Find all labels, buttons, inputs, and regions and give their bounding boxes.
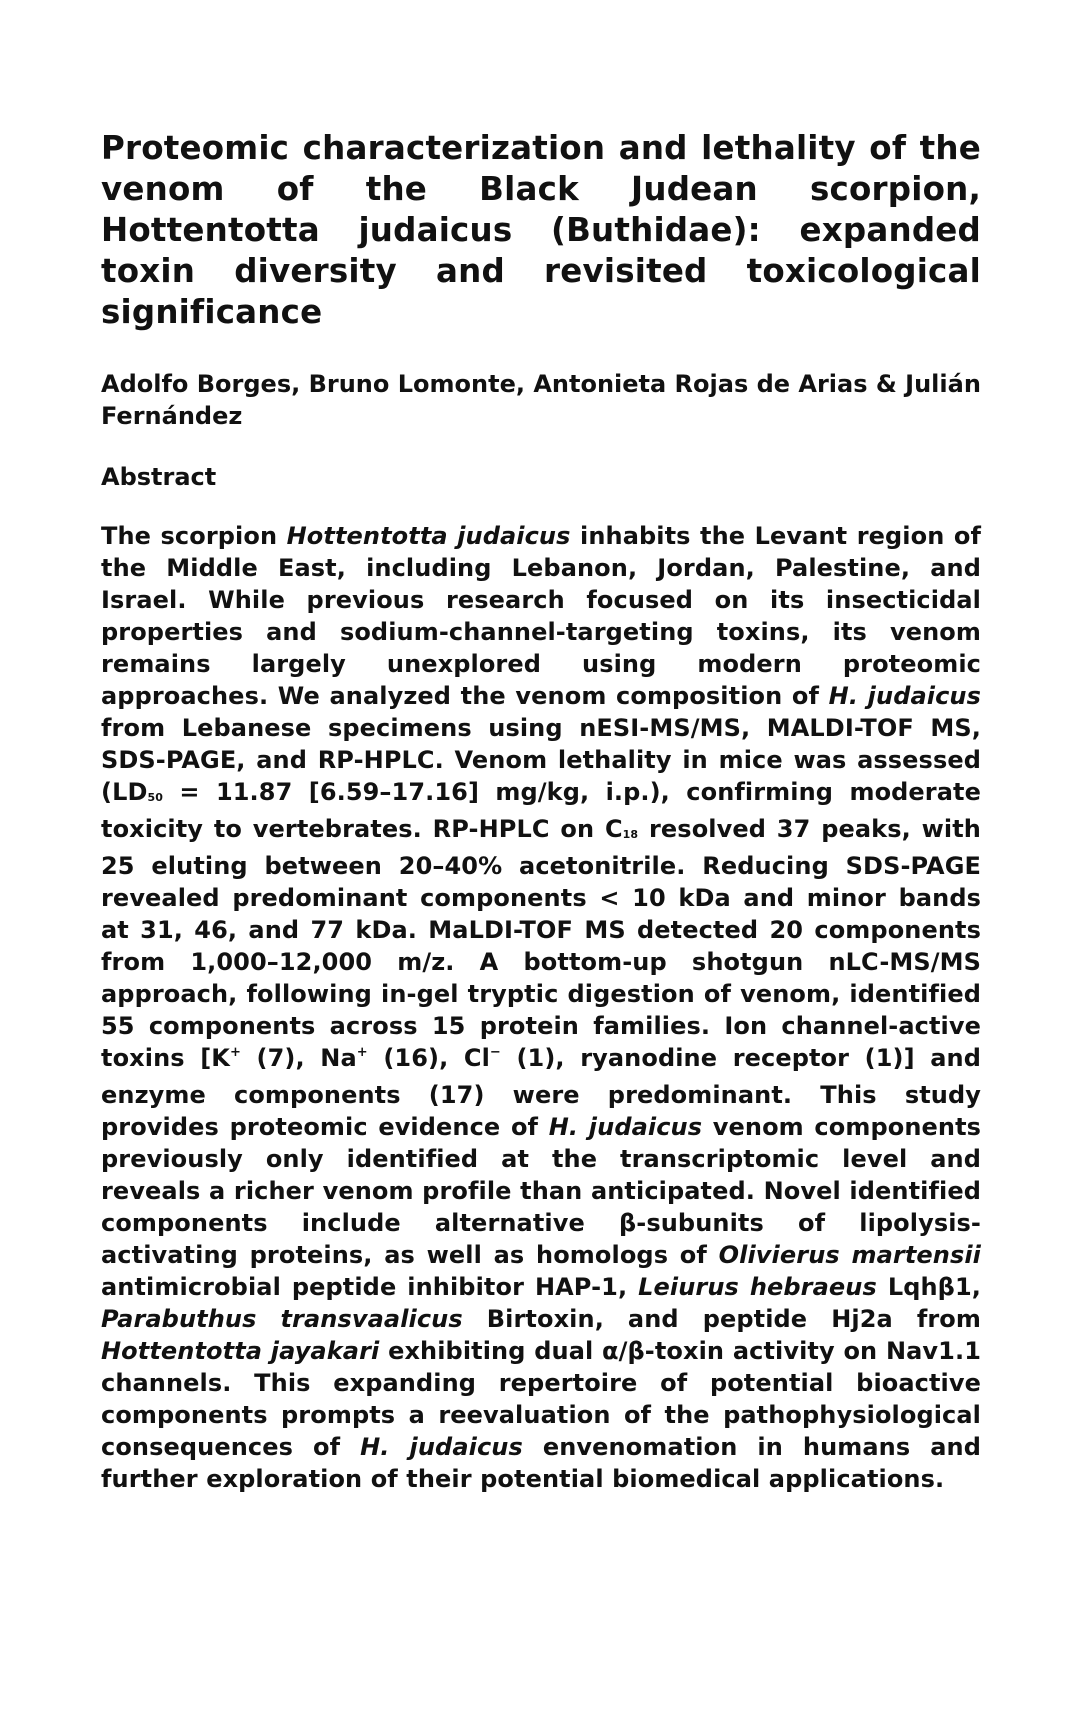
species-name: H. judaicus (548, 1113, 703, 1141)
abstract-text: antimicrobial peptide inhibitor HAP-1, (101, 1273, 639, 1301)
paper-page (101, 128, 981, 1495)
abstract-body (101, 520, 981, 1495)
abstract-text: exhibiting dual α/β-toxin activity on Nav1.1 channels. This expanding repertoire of potential bioactive components prompts a reevaluation of the pathophysiological consequences of (101, 1337, 981, 1461)
abstract-text: envenomation in humans and further exploration of their potential biomedical applications. (101, 1433, 981, 1493)
paper-authors: Adolfo Borges, Bruno Lomonte, Antonieta Rojas de Arias & Julián Fernández (101, 370, 981, 430)
cl-superscript: − (489, 1045, 501, 1060)
abstract-text: venom components previously only identified at the transcriptomic level and reveals a richer venom profile than anticipated. Novel identified components include alternative β-subunits of lipolysis-activating proteins, as well as homologs of (101, 1113, 982, 1269)
ld-subscript: 50 (147, 791, 163, 804)
species-name: Parabuthus transvaalicus (101, 1305, 463, 1333)
abstract-text: Birtoxin, and peptide Hj2a from (462, 1305, 981, 1333)
c-subscript: 18 (622, 828, 639, 841)
abstract-text: from Lebanese specimens using nESI-MS/MS, MALDI-TOF MS, SDS-PAGE, and RP-HPLC. Venom lethality in mice was assessed (LD (101, 714, 981, 806)
abstract-heading: Abstract (101, 463, 217, 491)
k-superscript: + (229, 1045, 241, 1060)
species-name: Hottentotta judaicus (286, 522, 571, 550)
abstract-text: (1), ryanodine receptor (1)] and enzyme components (17) were predominant. This study provides proteomic evidence of (101, 1044, 981, 1141)
species-name: Olivierus martensii (718, 1241, 981, 1269)
abstract-text: = 11.87 [6.59–17.16] mg/kg, i.p.), confirming moderate toxicity to vertebrates. RP-HPLC on C (101, 778, 981, 843)
species-name: Hottentotta jayakari (101, 1337, 380, 1365)
abstract-text: Lqhβ1, (876, 1273, 981, 1301)
species-name: H. judaicus (360, 1433, 523, 1461)
species-name: Leiurus hebraeus (638, 1273, 877, 1301)
abstract-text: (7), Na (240, 1044, 357, 1072)
species-name: H. judaicus (828, 682, 981, 710)
abstract-text: (16), Cl (367, 1044, 490, 1072)
abstract-text: The scorpion (101, 522, 287, 550)
paper-title: Proteomic characterization and lethality of the venom of the Black Judean scorpion, Hottentotta judaicus (Buthidae): expanded toxin diversity and revisited toxicological significance (101, 129, 981, 331)
abstract-text: resolved 37 peaks, with 25 eluting between 20–40% acetonitrile. Reducing SDS-PAGE revealed predominant components < 10 kDa and minor bands at 31, 46, and 77 kDa. MaLDI-TOF MS detected 20 components from 1,000–12,000 m/z. A bottom-up shotgun nLC-MS/MS approach, following in-gel tryptic digestion of venom, identified 55 components across 15 protein families. Ion channel-active toxins [K (101, 815, 981, 1072)
na-superscript: + (356, 1045, 368, 1060)
abstract-text: inhabits the Levant region of the Middle East, including Lebanon, Jordan, Palestine, and Israel. While previous research focused on its insecticidal properties and sodium-channel-targeting toxins, its venom remains largely unexplored using modern proteomic approaches. We analyzed the venom composition of (101, 522, 982, 710)
